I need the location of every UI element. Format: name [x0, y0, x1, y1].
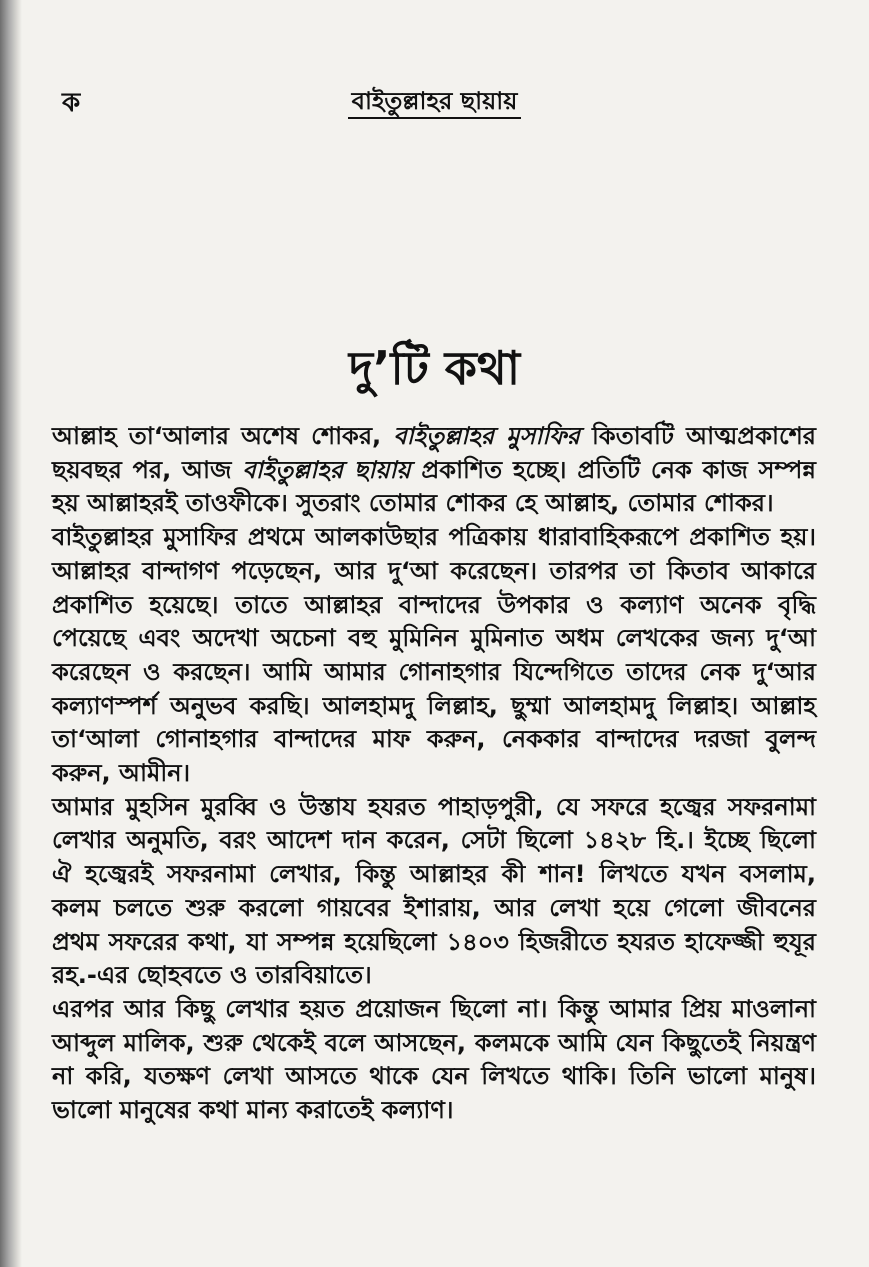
page-marker: ক	[62, 88, 81, 118]
paragraph-1-part-1: আল্লাহ তা‘আলার অশেষ শোকর,	[52, 422, 394, 450]
paragraph-2: বাইতুল্লাহর মুসাফির প্রথমে আলকাউছার পত্রিকায় ধারাবাহিকরূপে প্রকাশিত হয়। আল্লাহর বান্দাগণ পড়েছেন, আর দু‘আ করেছেন। তারপর তা কিতাব আকারে প্রকাশিত হয়েছে। তাতে আল্লাহর বান্দাদের উপকার ও কল্যাণ অনেক বৃদ্ধি পেয়েছে এবং অদেখা অচেনা বহু মুমিনিন মুমিনাত অধম লেখকের জন্য দু‘আ করেছেন ও করছেন। আমি আমার গোনাহগার যিন্দেগিতে তাদের নেক দু‘আর কল্যাণস্পর্শ অনুভব করছি। আলহামদু লিল্লাহ, ছুম্মা আলহামদু লিল্লাহ। আল্লাহ তা‘আলা গোনাহগার বান্দাদের মাফ করুন, নেককার বান্দাদের দরজা বুলন্দ করুন, আমীন।	[52, 523, 816, 788]
paragraph-4: এরপর আর কিছু লেখার হয়ত প্রয়োজন ছিলো না। কিন্তু আমার প্রিয় মাওলানা আব্দুল মালিক, শুরু থেকেই বলে আসছেন, কলমকে আমি যেন কিছুতেই নিয়ন্ত্রণ না করি, যতক্ষণ লেখা আসতে থাকে যেন লিখতে থাকি। তিনি ভালো মানুষ। ভালো মানুষের কথা মান্য করাতেই কল্যাণ।	[52, 994, 816, 1125]
paragraph-1-part-3: প্রকাশিত হচ্ছে। প্রতিটি নেক কাজ সম্পন্ন হয় আল্লাহরই তাওফীকে। সুতরাং তোমার শোকর হে আল্লাহ, তোমার শোকর।	[52, 455, 816, 518]
paragraph-3: আমার মুহসিন মুরব্বি ও উস্তায হযরত পাহাড়পুরী, যে সফরে হজ্বের সফরনামা লেখার অনুমতি, বরং আদেশ দান করেন, সেটা ছিলো ১৪২৮ হি.। ইচ্ছে ছিলো ঐ হজ্বেরই সফরনামা লেখার, কিন্তু আল্লাহর কী শান! লিখতে যখন বসলাম, কলম চলতে শুরু করলো গায়বের ইশারায়, আর লেখা হয়ে গেলো জীবনের প্রথম সফরের কথা, যা সম্পন্ন হয়েছিলো ১৪০৩ হিজরীতে হযরত হাফেজ্জী হুযূর রহ.-এর ছোহবতে ও তারবিয়াতে।	[52, 792, 816, 990]
chapter-title: দু’টি কথা	[348, 341, 521, 395]
running-header-title: বাইতুল্লাহর ছায়ায়	[348, 87, 522, 119]
book-title-chhayay: বাইতুল্লাহর ছায়ায়	[242, 455, 411, 484]
body-text	[52, 420, 816, 1128]
paragraph-1	[52, 420, 816, 521]
running-header	[0, 86, 869, 116]
paragraph-1-part-2: কিতাবটি আত্মপ্রকাশের ছয়বছর পর, আজ	[52, 422, 816, 484]
book-title-musafir: বাইতুল্লাহর মুসাফির	[393, 422, 580, 450]
